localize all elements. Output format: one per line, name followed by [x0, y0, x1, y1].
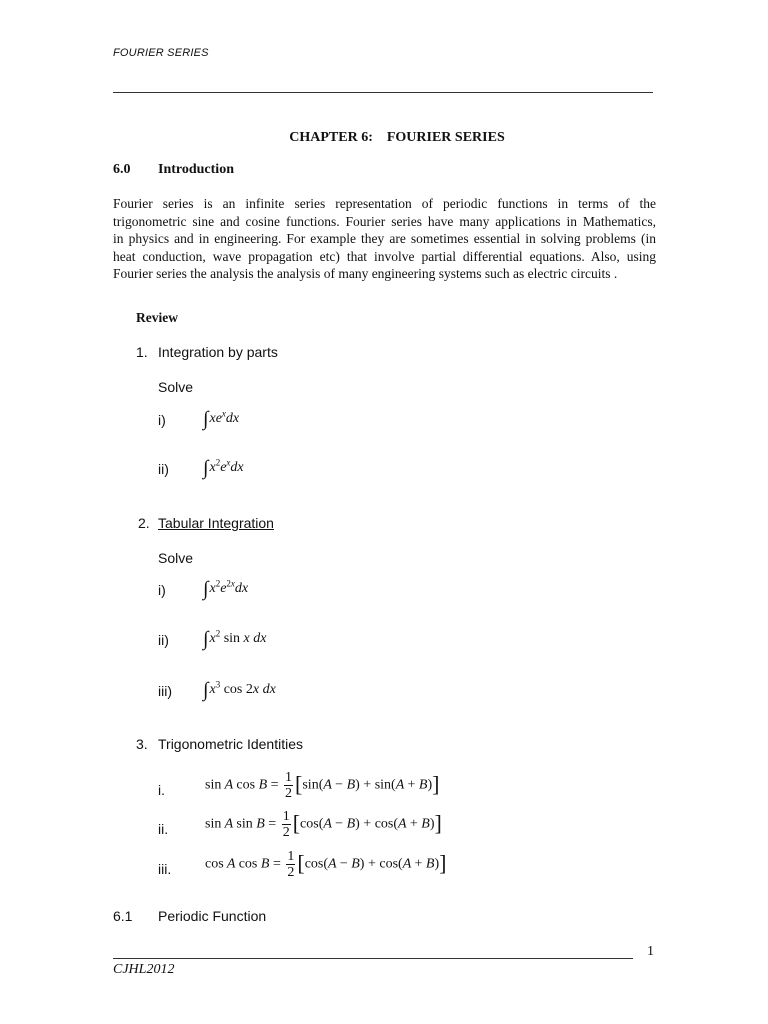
- item-3-part-iii: iii.: [158, 861, 172, 877]
- intro-line: Fourier series the analysis the analysis of many engineering systems such as electric circuits .: [113, 266, 618, 282]
- item-2-part-ii: ii): [158, 632, 169, 648]
- integral-x2-e2x: $\int x^2e^{2x}dx$: [203, 578, 249, 600]
- item-2-title: Tabular Integration: [158, 515, 274, 531]
- item-3-part-i: i.: [158, 782, 165, 798]
- next-section-number: 6.1: [113, 908, 133, 924]
- item-1-part-ii: ii): [158, 461, 169, 477]
- review-heading: Review: [136, 310, 178, 325]
- intro-line: Fourier series is an infinite series representation of periodic functions in terms of the: [113, 196, 656, 211]
- intro-line: heat conduction, wave propagation etc) that involve partial differential equations. Also, using: [113, 248, 656, 264]
- item-1-part-i: i): [158, 412, 166, 428]
- identity-sin-sin: sin A sin B = $\frac{1}{2}$ [cos(A − B) + cos(A + B)]: [205, 809, 442, 840]
- item-1-solve: Solve: [158, 379, 194, 395]
- running-header: FOURIER SERIES: [113, 47, 209, 59]
- item-1-title: Integration by parts: [158, 344, 278, 360]
- intro-paragraph: [113, 195, 656, 283]
- identity-cos-cos: cos A cos B = $\frac{1}{2}$ [cos(A − B) + cos(A + B)]: [205, 849, 447, 880]
- page-number: 1: [647, 944, 654, 959]
- footer-rule: [113, 958, 633, 959]
- integral-x3-cos2x: $\int x^3$ cos 2x dx: [203, 679, 276, 701]
- integral-x2-sinx: $\int x^2$ sin x dx: [203, 628, 267, 650]
- item-2-part-iii: iii): [158, 683, 172, 699]
- item-2-solve: Solve: [158, 550, 194, 566]
- section-number: 6.0: [113, 162, 131, 177]
- item-2-part-i: i): [158, 582, 166, 598]
- chapter-title: CHAPTER 6: FOURIER SERIES: [289, 130, 505, 145]
- section-title: Introduction: [158, 162, 234, 177]
- item-3-number: 3.: [136, 736, 148, 752]
- intro-line: trigonometric sine and cosine functions. Fourier series have many applications in Mathematics,: [113, 213, 656, 229]
- item-3-title: Trigonometric Identities: [158, 736, 303, 752]
- item-3-part-ii: ii.: [158, 821, 169, 837]
- header-rule: [113, 92, 653, 93]
- integral-x2-ex: $\int x^2e^xdx$: [203, 457, 244, 479]
- item-1-number: 1.: [136, 344, 148, 360]
- next-section-title: Periodic Function: [158, 908, 267, 924]
- identity-sin-cos: sin A cos B = $\frac{1}{2}$ [sin(A − B) + sin(A + B)]: [205, 770, 440, 801]
- footer-code: CJHL2012: [113, 962, 175, 977]
- intro-line: in physics and in engineering. For example they are sometimes essential in solving problems (in: [113, 231, 656, 247]
- item-2-number: 2.: [138, 515, 150, 531]
- integral-x-ex: $\int xe^xdx$: [203, 408, 240, 430]
